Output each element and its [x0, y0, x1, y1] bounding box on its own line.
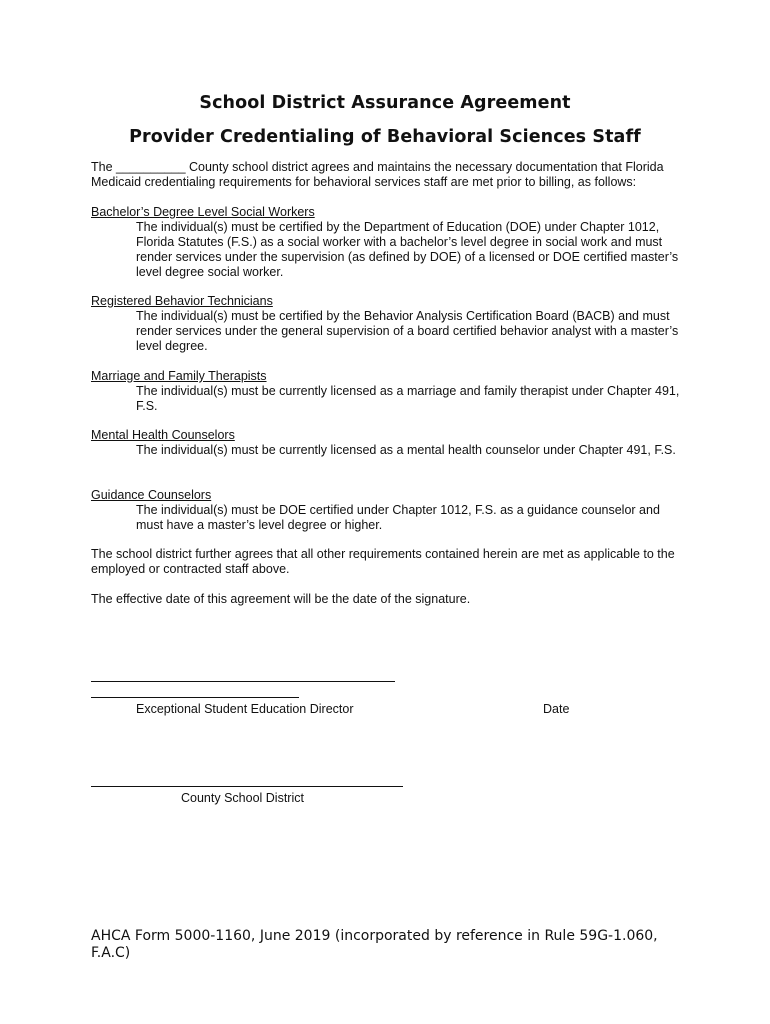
date-signature-label: Date [543, 702, 570, 716]
section-body-mental-health-counselors: The individual(s) must be currently licensed as a mental health counselor under Chapter 491, F.S. [136, 443, 676, 457]
effective-date-paragraph: The effective date of this agreement will be the date of the signature. [91, 592, 471, 606]
director-signature-line [91, 681, 395, 682]
section-body-guidance-counselors: The individual(s) must be DOE certified under Chapter 1012, F.S. as a guidance counselor and must have a master’s level degree or higher. [136, 503, 660, 532]
section-heading-mental-health-counselors: Mental Health Counselors [91, 428, 235, 442]
intro-paragraph: The __________ County school district agrees and maintains the necessary documentation that Florida Medicaid credentialing requirements for behavioral services staff are met prior to billing, as follows: [91, 160, 664, 189]
document-title: School District Assurance Agreement [199, 93, 571, 113]
section-body-family-therapists: The individual(s) must be currently licensed as a marriage and family therapist under Chapter 491, F.S. [136, 384, 680, 413]
further-agreement-paragraph: The school district further agrees that all other requirements contained herein are met as applicable to the employed or contracted staff above. [91, 547, 675, 576]
district-signature-line [91, 786, 403, 787]
section-heading-family-therapists: Marriage and Family Therapists [91, 369, 267, 383]
district-signature-label: County School District [181, 791, 304, 805]
section-heading-social-workers: Bachelor’s Degree Level Social Workers [91, 205, 315, 219]
section-heading-behavior-technicians: Registered Behavior Technicians [91, 294, 273, 308]
director-signature-label: Exceptional Student Education Director [136, 702, 354, 716]
date-signature-line [91, 697, 299, 698]
section-heading-guidance-counselors: Guidance Counselors [91, 488, 212, 502]
document-subtitle: Provider Credentialing of Behavioral Sciences Staff [129, 127, 641, 147]
form-footer: AHCA Form 5000-1160, June 2019 (incorporated by reference in Rule 59G-1.060, F.A.C) [91, 928, 658, 961]
section-body-behavior-technicians: The individual(s) must be certified by the Behavior Analysis Certification Board (BACB) and must render services under the general supervision of a board certified behavior analyst with a master’s level degree. [136, 309, 679, 353]
section-body-social-workers: The individual(s) must be certified by the Department of Education (DOE) under Chapter 1012, Florida Statutes (F.S.) as a social worker with a bachelor’s level degree in social work and must render services under the supervision (as defined by DOE) of a licensed or DOE certified master’s level degree social worker. [136, 220, 679, 279]
